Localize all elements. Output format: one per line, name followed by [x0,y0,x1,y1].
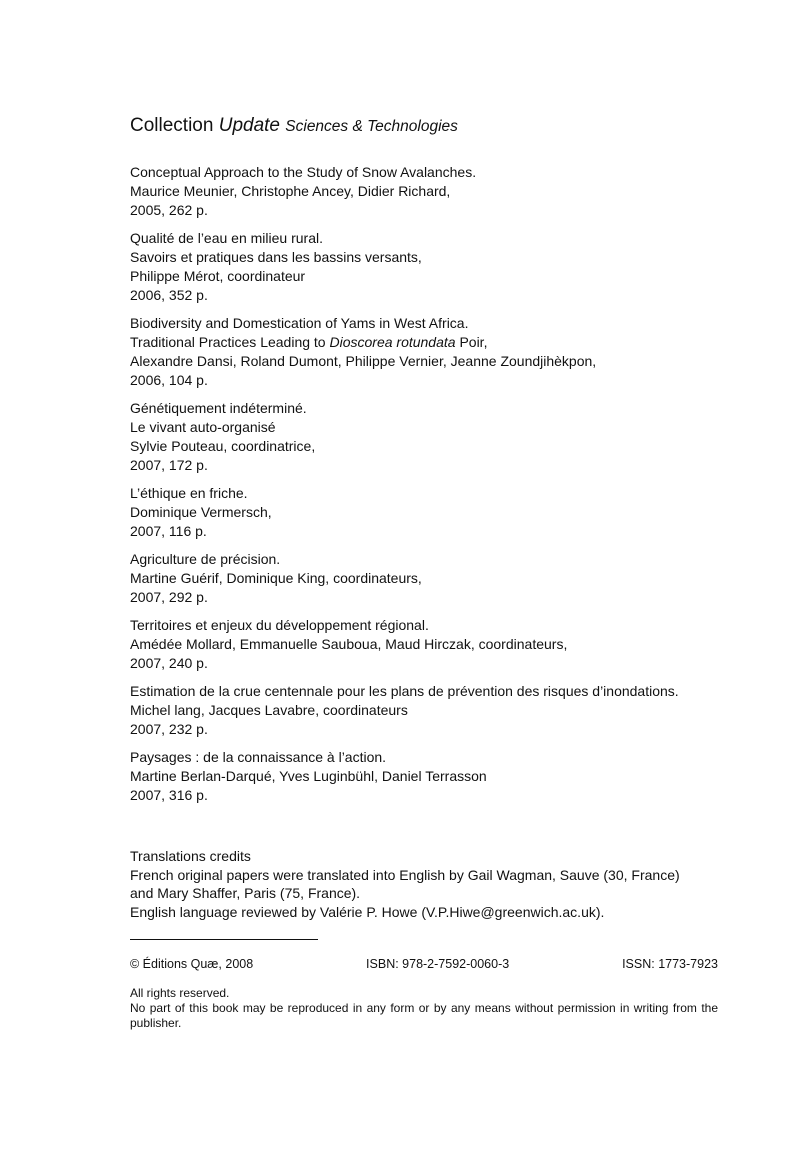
book-entry [130,682,750,739]
book-authors: Maurice Meunier, Christophe Ancey, Didier Richard, [130,183,451,199]
book-details: 2007, 172 p. [130,457,208,473]
copyright: © Éditions Quæ, 2008 [130,957,254,971]
translation-credits [130,847,730,921]
credits-text: and Mary Shaffer, Paris (75, France). [130,885,361,901]
collection-prefix: Collection [130,115,214,136]
book-entry [130,229,750,305]
credits-heading: Translations credits [130,848,251,864]
book-title: Paysages : de la connaissance à l’action. [130,749,387,765]
issn: ISSN: 1773-7923 [622,957,718,971]
book-details: 2007, 232 p. [130,721,208,737]
book-details: 2007, 240 p. [130,655,208,671]
book-title: Génétiquement indéterminé. [130,400,307,416]
book-details: 2006, 104 p. [130,372,208,388]
reproduction-notice: No part of this book may be reproduced in any form or by any means without permission in writing from the publisher. [130,1001,718,1030]
book-authors: Martine Guérif, Dominique King, coordinateurs, [130,570,422,586]
divider [130,939,318,940]
book-entry [130,484,750,541]
book-authors: Dominique Vermersch, [130,504,272,520]
book-authors: Martine Berlan-Darqué, Yves Luginbühl, Daniel Terrasson [130,768,487,784]
book-title: Qualité de l’eau en milieu rural. [130,230,323,246]
book-details: 2007, 316 p. [130,787,208,803]
book-list [130,163,750,814]
credits-text: French original papers were translated into English by Gail Wagman, Sauve (30, France) [130,866,680,883]
book-details: 2007, 292 p. [130,589,208,605]
book-entry [130,550,750,607]
book-subtitle: Le vivant auto-organisé [130,419,276,435]
collection-title [130,113,458,140]
book-details: 2005, 262 p. [130,202,208,218]
book-title: Biodiversity and Domestication of Yams in West Africa. [130,315,469,331]
collection-subtitle: Sciences & Technologies [285,118,458,135]
collection-name: Update [218,115,280,136]
book-subtitle-suffix: Poir, [455,334,488,350]
book-entry [130,399,750,475]
book-authors: Amédée Mollard, Emmanuelle Sauboua, Maud Hirczak, coordinateurs, [130,636,568,652]
book-title: Territoires et enjeux du développement régional. [130,617,429,633]
book-title: Conceptual Approach to the Study of Snow Avalanches. [130,164,477,180]
book-details: 2006, 352 p. [130,287,208,303]
book-entry [130,616,750,673]
species-name: Dioscorea rotundata [329,334,456,350]
rights-reserved: All rights reserved. [130,986,230,1000]
book-authors: Philippe Mérot, coordinateur [130,268,306,284]
book-details: 2007, 116 p. [130,523,207,539]
book-authors: Sylvie Pouteau, coordinatrice, [130,438,316,454]
credits-review: English language reviewed by Valérie P. Howe (V.P.Hiwe@greenwich.ac.uk). [130,903,605,920]
book-entry [130,314,750,390]
book-entry [130,748,750,805]
book-authors: Michel lang, Jacques Lavabre, coordinateurs [130,702,408,718]
book-title: Agriculture de précision. [130,551,281,567]
book-subtitle: Savoirs et pratiques dans les bassins versants, [130,249,422,265]
book-entry [130,163,750,220]
isbn: ISBN: 978-2-7592-0060-3 [366,957,510,971]
book-title: L’éthique en friche. [130,485,248,501]
publication-info [130,956,718,972]
rights-notice [130,986,718,1031]
book-title: Estimation de la crue centennale pour les plans de prévention des risques d’inondations. [130,683,679,699]
book-authors: Alexandre Dansi, Roland Dumont, Philippe Vernier, Jeanne Zoundjihèkpon, [130,353,597,369]
book-subtitle [130,333,750,352]
book-subtitle-text: Traditional Practices Leading to [130,334,330,350]
